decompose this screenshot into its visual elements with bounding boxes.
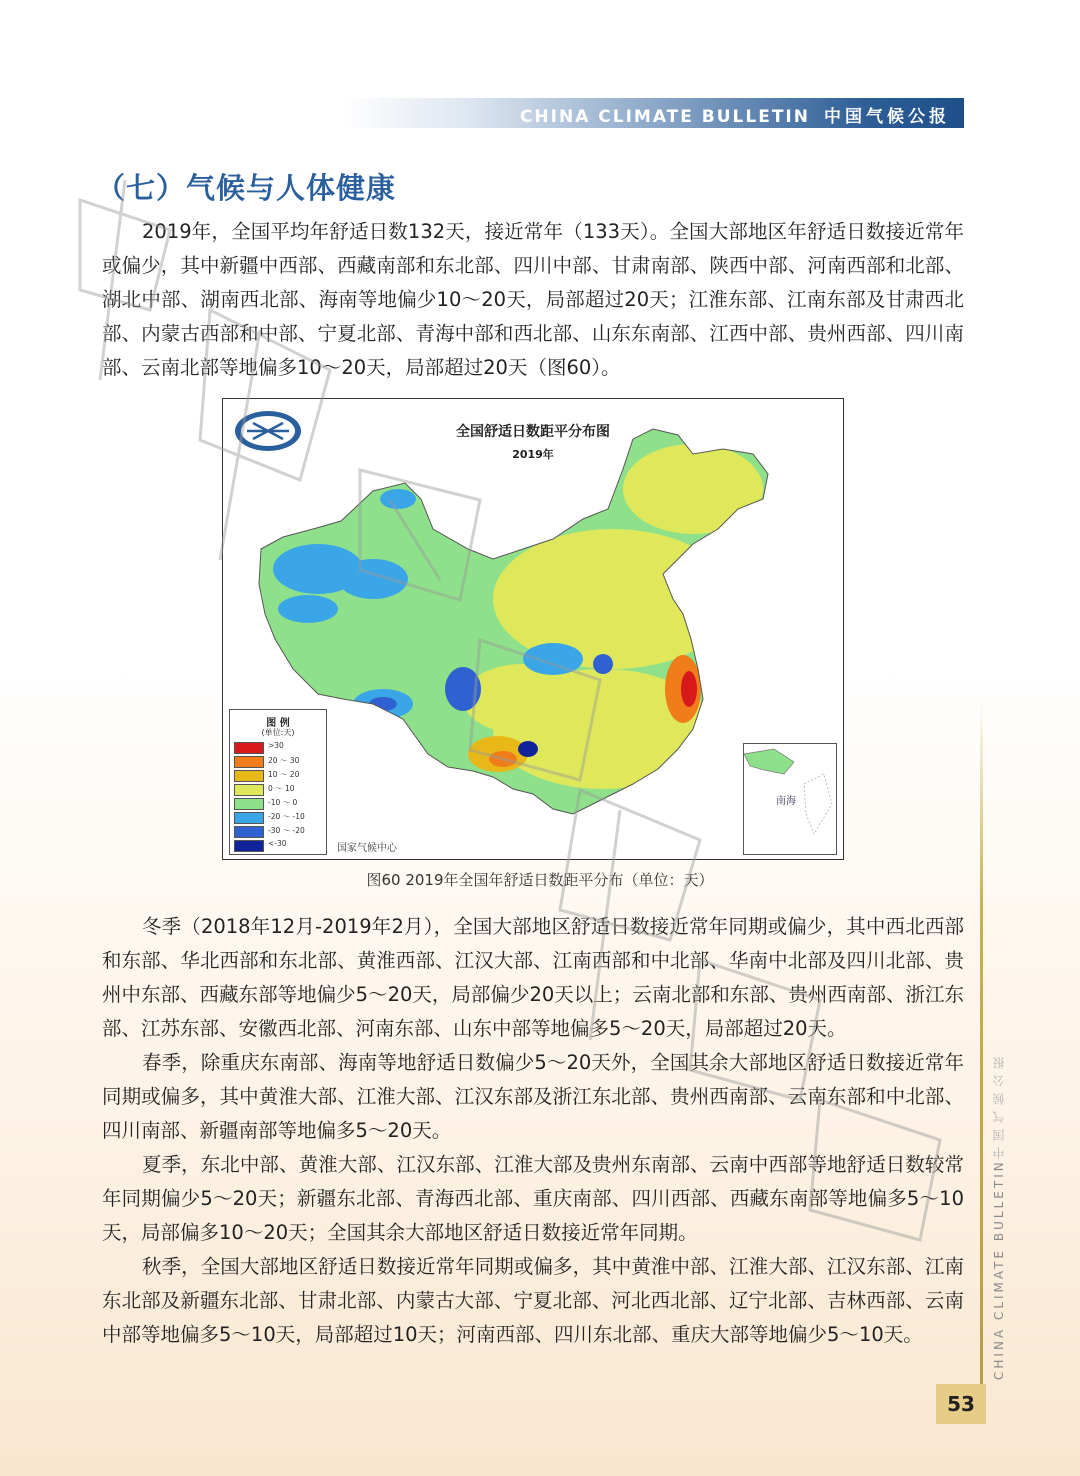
figure-map: [222, 398, 844, 860]
legend-swatch: [234, 784, 264, 796]
header-chinese: 中国气候公报: [824, 107, 950, 127]
header-english: CHINA CLIMATE BULLETIN: [519, 107, 810, 127]
legend-label: -30 ～ -20: [268, 826, 305, 835]
legend-item: [234, 826, 324, 837]
section-title: （七）气候与人体健康: [96, 171, 397, 205]
legend-item: [234, 840, 324, 851]
page-number: 53: [936, 1384, 986, 1424]
legend-swatch: [234, 812, 264, 824]
paragraph-intro: 2019年，全国平均年舒适日数132天，接近常年（133天）。全国大部地区年舒适日数接近常年或偏少，其中新疆中西部、西藏南部和东北部、四川中部、甘肃南部、陕西中部、河南西部和北部、湖北中部、湖南西北部、海南等地偏少10～20天，局部超过20天；江淮东部、江南东部及甘肃西北部、内蒙古西部和中部、宁夏北部、青海中部和西北部、山东东南部、江西中部、贵州西部、四川南部、云南北部等地偏多10～20天，局部超过20天（图60）。: [102, 220, 964, 379]
legend-label: >30: [268, 741, 284, 750]
header-bar: [340, 98, 964, 128]
legend-label: 10 ～ 20: [268, 770, 300, 779]
paragraph-winter: 冬季（2018年12月-2019年2月），全国大部地区舒适日数接近常年同期或偏少，其中西北西部和东部、华北西部和东北部、黄淮西部、江汉大部、江南西部和中北部、华南中北部及四川北部、贵州中东部、西藏东部等地偏少5～20天，局部偏少20天以上；云南北部和东部、贵州西南部、浙江东部、江苏东部、安徽西北部、河南东部、山东中部等地偏多5～20天，局部超过20天。: [102, 915, 964, 1040]
side-chinese: 中国气候公报: [992, 1051, 1006, 1160]
legend-label: <-30: [268, 839, 287, 848]
legend-item: [234, 812, 324, 823]
legend-item: [234, 798, 324, 809]
map-legend: [229, 709, 327, 855]
paragraph-autumn: 秋季，全国大部地区舒适日数接近常年同期或偏多，其中黄淮中部、江淮大部、江汉东部、江南东北部及新疆东北部、甘肃北部、内蒙古大部、宁夏北部、河北西北部、辽宁北部、吉林西部、云南中部等地偏多5～10天，局部超过10天；河南西部、四川东北部、重庆大部等地偏少5～10天。: [102, 1255, 964, 1346]
legend-label: -20 ～ -10: [268, 812, 305, 821]
legend-label: -10 ～ 0: [268, 798, 298, 807]
legend-swatch: [234, 840, 264, 852]
legend-swatch: [234, 826, 264, 838]
map-title: 全国舒适日数距平分布图: [456, 424, 610, 440]
legend-item: [234, 770, 324, 781]
map-subtitle: 2019年: [512, 448, 554, 461]
legend-item: [234, 742, 324, 753]
legend-label: 0 ～ 10: [268, 784, 295, 793]
paragraph-spring: 春季，除重庆东南部、海南等地舒适日数偏少5～20天外，全国其余大部地区舒适日数接近常年同期或偏多，其中黄淮大部、江淮大部、江汉东部及浙江东北部、贵州西南部、云南东部和中北部、四川南部、新疆南部等地偏多5～20天。: [102, 1051, 964, 1142]
legend-swatch: [234, 756, 264, 768]
legend-title: 图 例: [266, 718, 290, 729]
inset-label: 南海: [776, 796, 796, 807]
legend-swatch: [234, 770, 264, 782]
legend-item: [234, 784, 324, 795]
header-title: [520, 102, 950, 127]
paragraph-summer: 夏季，东北中部、黄淮大部、江汉东部、江淮大部及贵州东南部、云南中西部等地舒适日数较常年同期偏少5～20天；新疆东北部、青海西北部、重庆南部、四川西部、西藏东南部等地偏多5～10天，局部偏多10～20天；全国其余大部地区舒适日数接近常年同期。: [102, 1153, 964, 1244]
legend-swatch: [234, 798, 264, 810]
side-english: CHINA CLIMATE BULLETIN: [992, 1159, 1006, 1380]
side-divider: [980, 700, 983, 1390]
legend-label: 20 ～ 30: [268, 756, 300, 765]
map-center-label: 国家气候中心: [337, 843, 397, 854]
legend-item: [234, 756, 324, 767]
south-china-sea-inset: [743, 743, 837, 855]
side-bulletin-label: [990, 1000, 1010, 1380]
figure-caption: 图60 2019年全国年舒适日数距平分布（单位：天）: [366, 871, 714, 889]
legend-unit: (单位:天): [261, 728, 295, 737]
legend-swatch: [234, 742, 264, 754]
